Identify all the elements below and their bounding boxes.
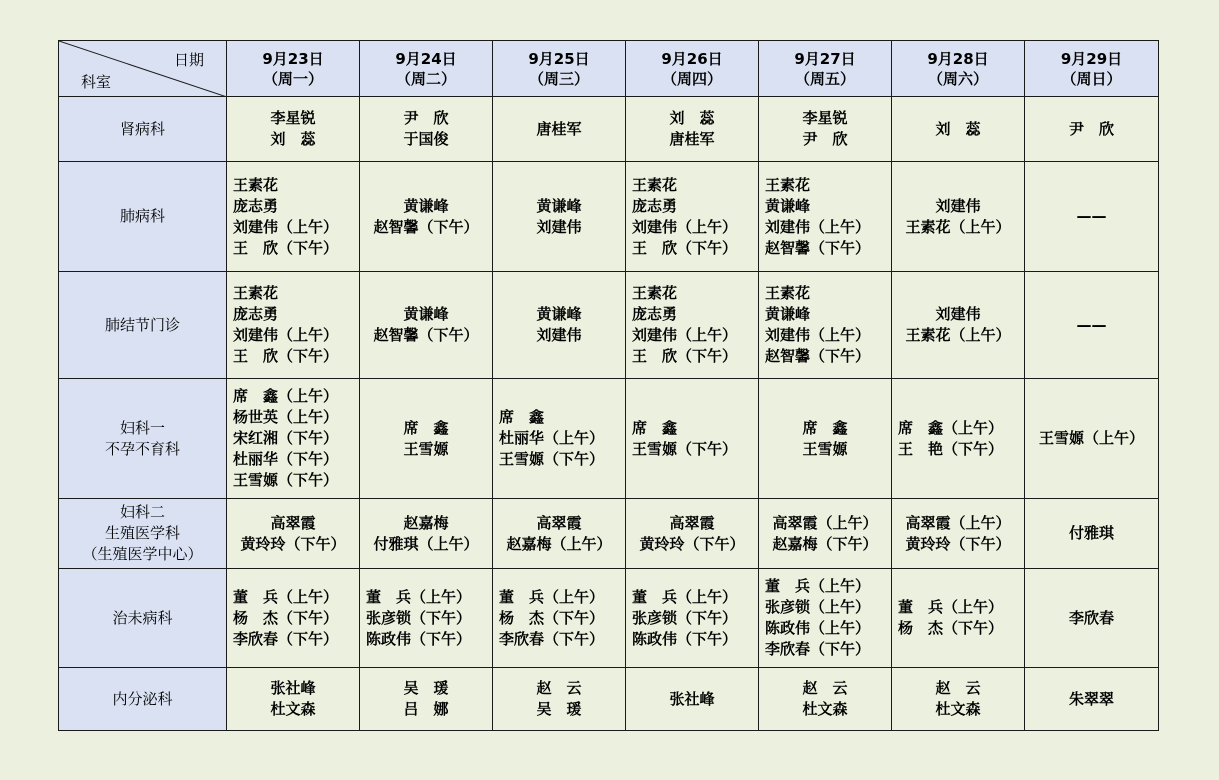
schedule-cell <box>227 162 360 272</box>
doctor-name: 高翠霞 <box>669 513 715 532</box>
dept-label: 肺病科 <box>119 207 165 225</box>
doctor-name: 庞志勇 <box>233 305 279 323</box>
schedule-cell <box>626 499 759 569</box>
schedule-cell <box>892 97 1025 162</box>
schedule-cell <box>360 379 493 499</box>
dept-label: （生殖医学中心） <box>82 545 203 563</box>
table-row <box>59 162 1159 272</box>
schedule-cell <box>227 272 360 379</box>
day-date: 9月24日 <box>395 49 457 68</box>
doctor-name: 赵嘉梅 <box>403 513 449 532</box>
doctor-name: 赵智馨（下午） <box>765 238 871 257</box>
doctor-name: 王素花（上午） <box>905 326 1011 344</box>
schedule-cell <box>759 499 892 569</box>
doctor-name: 张社峰 <box>270 679 316 697</box>
schedule-cell <box>493 668 626 731</box>
doctor-name: 刘 蕊 <box>669 109 715 127</box>
day-date: 9月28日 <box>927 49 989 68</box>
doctor-name: 张彦锁（下午） <box>632 608 738 627</box>
doctor-name: 尹 欣 <box>403 109 449 127</box>
doctor-name: 张彦锁（上午） <box>765 598 871 616</box>
dept-label: 治未病科 <box>112 608 173 627</box>
doctor-name: 朱翠翠 <box>1068 689 1114 708</box>
doctor-name: 王素花 <box>632 175 678 194</box>
doctor-name: 王素花 <box>765 284 811 302</box>
doctor-name: 赵 云 <box>935 679 981 697</box>
dept-cell <box>59 668 227 731</box>
schedule-cell <box>1025 272 1159 379</box>
doctor-name: 刘建伟 <box>536 326 582 344</box>
doctor-name: —— <box>1076 207 1107 225</box>
schedule-cell <box>892 379 1025 499</box>
doctor-name: 李欣春 <box>1068 608 1114 627</box>
doctor-name: 赵 云 <box>802 679 848 697</box>
doctor-name: 高翠霞（上午） <box>905 513 1011 532</box>
doctor-name: 黄谦峰 <box>403 196 449 215</box>
doctor-name: 唐桂军 <box>536 119 582 138</box>
schedule-cell <box>493 569 626 668</box>
day-date: 9月23日 <box>262 49 324 68</box>
doctor-name: 张彦锁（下午） <box>366 608 472 627</box>
doctor-name: 付雅琪 <box>1068 524 1114 542</box>
schedule-cell <box>759 569 892 668</box>
day-weekday: （周六） <box>927 69 988 88</box>
corner-date-label: 日期 <box>173 51 204 69</box>
schedule-cell <box>626 569 759 668</box>
doctor-name: 王雪嫄 <box>802 439 848 458</box>
doctor-name: 王素花 <box>233 175 279 194</box>
dept-cell <box>59 569 227 668</box>
doctor-name: 董 兵（上午） <box>499 587 605 606</box>
doctor-name: 张社峰 <box>669 689 715 708</box>
schedule-cell <box>360 499 493 569</box>
schedule-cell <box>759 97 892 162</box>
doctor-name: 李欣春（下午） <box>765 640 871 658</box>
doctor-name: 黄谦峰 <box>536 305 582 323</box>
doctor-name: 刘建伟（上午） <box>233 217 339 236</box>
dept-cell <box>59 97 227 162</box>
doctor-name: 王 欣（下午） <box>233 238 339 257</box>
dept-label: 肾病科 <box>119 119 165 138</box>
schedule-cell <box>227 379 360 499</box>
doctor-name: 杜文森 <box>802 700 848 718</box>
doctor-name: 赵智馨（下午） <box>373 217 479 236</box>
doctor-name: 王 欣（下午） <box>632 347 738 365</box>
schedule-cell <box>360 97 493 162</box>
doctor-name: 赵嘉梅（上午） <box>506 534 612 553</box>
schedule-cell <box>493 97 626 162</box>
doctor-name: 王 欣（下午） <box>233 347 339 365</box>
day-weekday: （周二） <box>395 69 456 88</box>
schedule-cell <box>626 272 759 379</box>
doctor-name: 黄玲玲（下午） <box>905 534 1011 553</box>
doctor-name: 席 鑫 <box>802 418 848 437</box>
day-header <box>892 41 1025 97</box>
dept-cell <box>59 499 227 569</box>
day-weekday: （周日） <box>1061 69 1122 88</box>
schedule-body <box>59 97 1159 731</box>
dept-label: 生殖医学科 <box>104 524 180 542</box>
dept-cell <box>59 272 227 379</box>
header-row <box>59 41 1159 97</box>
day-header <box>227 41 360 97</box>
doctor-name: 王素花 <box>233 284 279 302</box>
doctor-name: 董 兵（上午） <box>765 577 871 595</box>
doctor-name: 王素花 <box>765 175 811 194</box>
schedule-cell <box>626 668 759 731</box>
schedule-cell <box>493 272 626 379</box>
doctor-name: 王雪嫄 <box>403 439 449 458</box>
day-weekday: （周四） <box>661 69 722 88</box>
day-weekday: （周三） <box>528 69 589 88</box>
day-header <box>626 41 759 97</box>
schedule-cell <box>759 162 892 272</box>
table-row <box>59 499 1159 569</box>
doctor-name: 黄玲玲（下午） <box>240 534 346 553</box>
schedule-cell <box>759 379 892 499</box>
dept-label: 肺结节门诊 <box>104 315 180 334</box>
doctor-name: 杨 杰（下午） <box>233 608 339 627</box>
doctor-name: 董 兵（上午） <box>366 587 472 606</box>
doctor-name: 刘建伟（上午） <box>765 326 871 344</box>
doctor-name: 杜丽华（下午） <box>233 450 339 468</box>
doctor-name: 黄谦峰 <box>536 196 582 215</box>
doctor-name: 王雪嫄（上午） <box>1038 429 1144 447</box>
doctor-name: 刘建伟 <box>935 196 981 215</box>
doctor-name: 李星锐 <box>270 109 316 127</box>
day-date: 9月26日 <box>661 49 723 68</box>
schedule-cell <box>892 499 1025 569</box>
doctor-name: 刘建伟 <box>536 217 582 236</box>
schedule-cell <box>759 668 892 731</box>
doctor-name: 王雪嫄（下午） <box>233 471 339 489</box>
schedule-cell <box>1025 379 1159 499</box>
schedule-cell <box>360 162 493 272</box>
doctor-name: 尹 欣 <box>802 130 848 148</box>
doctor-name: 刘 蕊 <box>270 130 316 148</box>
doctor-name: 董 兵（上午） <box>632 587 738 606</box>
doctor-name: 刘 蕊 <box>935 119 981 138</box>
doctor-name: 席 鑫（上午） <box>898 418 1004 437</box>
schedule-cell <box>493 499 626 569</box>
schedule-cell <box>1025 499 1159 569</box>
doctor-name: 杨 杰（下午） <box>499 608 605 627</box>
doctor-name: 席 鑫 <box>632 418 678 437</box>
schedule-cell <box>227 569 360 668</box>
doctor-name: 席 鑫 <box>403 418 449 437</box>
doctor-name: 席 鑫 <box>499 408 545 426</box>
doctor-name: 吴 瑗 <box>403 679 449 697</box>
doctor-name: 唐桂军 <box>669 130 715 148</box>
schedule-cell <box>892 272 1025 379</box>
doctor-name: 李欣春（下午） <box>233 629 339 648</box>
doctor-name: 李欣春（下午） <box>499 629 605 648</box>
doctor-name: 吕 娜 <box>403 700 449 718</box>
schedule-cell <box>759 272 892 379</box>
dept-cell <box>59 379 227 499</box>
table-row <box>59 379 1159 499</box>
doctor-name: 付雅琪（上午） <box>373 534 479 553</box>
table-row <box>59 668 1159 731</box>
doctor-name: 刘建伟 <box>935 305 981 323</box>
doctor-name: 赵嘉梅（下午） <box>772 534 878 553</box>
day-date: 9月29日 <box>1060 49 1123 68</box>
dept-label: 不孕不育科 <box>104 439 180 458</box>
doctor-name: 王素花（上午） <box>905 217 1011 236</box>
doctor-name: 黄谦峰 <box>765 196 811 215</box>
doctor-name: 陈政伟（下午） <box>632 629 738 648</box>
doctor-name: 刘建伟（上午） <box>765 217 871 236</box>
table-row <box>59 97 1159 162</box>
doctor-name: 宋红湘（下午） <box>233 429 339 447</box>
day-header <box>360 41 493 97</box>
table-row <box>59 569 1159 668</box>
doctor-name: 吴 瑗 <box>536 700 582 718</box>
doctor-name: 刘建伟（上午） <box>233 326 339 344</box>
schedule-cell <box>1025 162 1159 272</box>
doctor-name: 董 兵（上午） <box>898 598 1004 616</box>
doctor-name: 赵智馨（下午） <box>765 347 871 365</box>
doctor-name: 庞志勇 <box>632 196 678 215</box>
schedule-cell <box>626 379 759 499</box>
schedule-cell <box>626 97 759 162</box>
doctor-name: 杜文森 <box>935 700 981 718</box>
doctor-name: 庞志勇 <box>632 305 678 323</box>
day-header <box>1025 41 1159 97</box>
dept-label: 内分泌科 <box>112 689 173 708</box>
doctor-name: 王雪嫄（下午） <box>632 439 738 458</box>
doctor-name: 王素花 <box>632 284 678 302</box>
doctor-name: 黄谦峰 <box>403 305 449 323</box>
doctor-name: 陈政伟（下午） <box>366 629 472 648</box>
doctor-name: 李星锐 <box>802 109 848 127</box>
doctor-name: 杨世英（上午） <box>233 408 339 426</box>
dept-label: 妇科二 <box>119 503 165 521</box>
day-header <box>493 41 626 97</box>
corner-dept-label: 科室 <box>81 73 112 91</box>
schedule-cell <box>1025 668 1159 731</box>
doctor-name: 陈政伟（上午） <box>765 619 871 637</box>
doctor-name: 席 鑫（上午） <box>233 387 339 405</box>
doctor-name: 杜丽华（上午） <box>499 429 605 447</box>
schedule-cell <box>360 668 493 731</box>
schedule-cell <box>227 668 360 731</box>
doctor-name: 高翠霞 <box>536 513 582 532</box>
doctor-name: 于国俊 <box>403 130 449 148</box>
day-weekday: （周一） <box>262 69 323 88</box>
doctor-name: 杜文森 <box>270 700 316 718</box>
day-weekday: （周五） <box>794 69 855 88</box>
schedule-cell <box>892 569 1025 668</box>
doctor-name: 高翠霞 <box>270 513 316 532</box>
doctor-name: 王 欣（下午） <box>632 238 738 257</box>
doctor-name: 高翠霞（上午） <box>772 513 878 532</box>
doctor-name: —— <box>1076 315 1107 334</box>
schedule-cell <box>626 162 759 272</box>
doctor-name: 黄谦峰 <box>765 305 811 323</box>
schedule-cell <box>1025 97 1159 162</box>
schedule-cell <box>360 569 493 668</box>
doctor-name: 杨 杰（下午） <box>898 619 1004 637</box>
day-date: 9月27日 <box>794 49 856 68</box>
day-date: 9月25日 <box>528 49 590 68</box>
doctor-name: 刘建伟（上午） <box>632 326 738 344</box>
doctor-name: 赵智馨（下午） <box>373 326 479 344</box>
table-row <box>59 272 1159 379</box>
doctor-name: 尹 欣 <box>1068 119 1114 138</box>
doctor-name: 王雪嫄（下午） <box>499 450 605 468</box>
doctor-name: 赵 云 <box>536 679 582 697</box>
corner-header <box>59 41 227 97</box>
duty-schedule-table <box>58 40 1159 731</box>
day-header <box>759 41 892 97</box>
doctor-name: 黄玲玲（下午） <box>639 534 745 553</box>
schedule-cell <box>360 272 493 379</box>
schedule-cell <box>493 162 626 272</box>
dept-label: 妇科一 <box>119 418 165 437</box>
schedule-cell <box>227 499 360 569</box>
schedule-cell <box>493 379 626 499</box>
doctor-name: 庞志勇 <box>233 196 279 215</box>
doctor-name: 王 艳（下午） <box>898 439 1004 458</box>
schedule-cell <box>1025 569 1159 668</box>
doctor-name: 刘建伟（上午） <box>632 217 738 236</box>
dept-cell <box>59 162 227 272</box>
schedule-cell <box>892 668 1025 731</box>
schedule-cell <box>892 162 1025 272</box>
doctor-name: 董 兵（上午） <box>233 587 339 606</box>
schedule-cell <box>227 97 360 162</box>
